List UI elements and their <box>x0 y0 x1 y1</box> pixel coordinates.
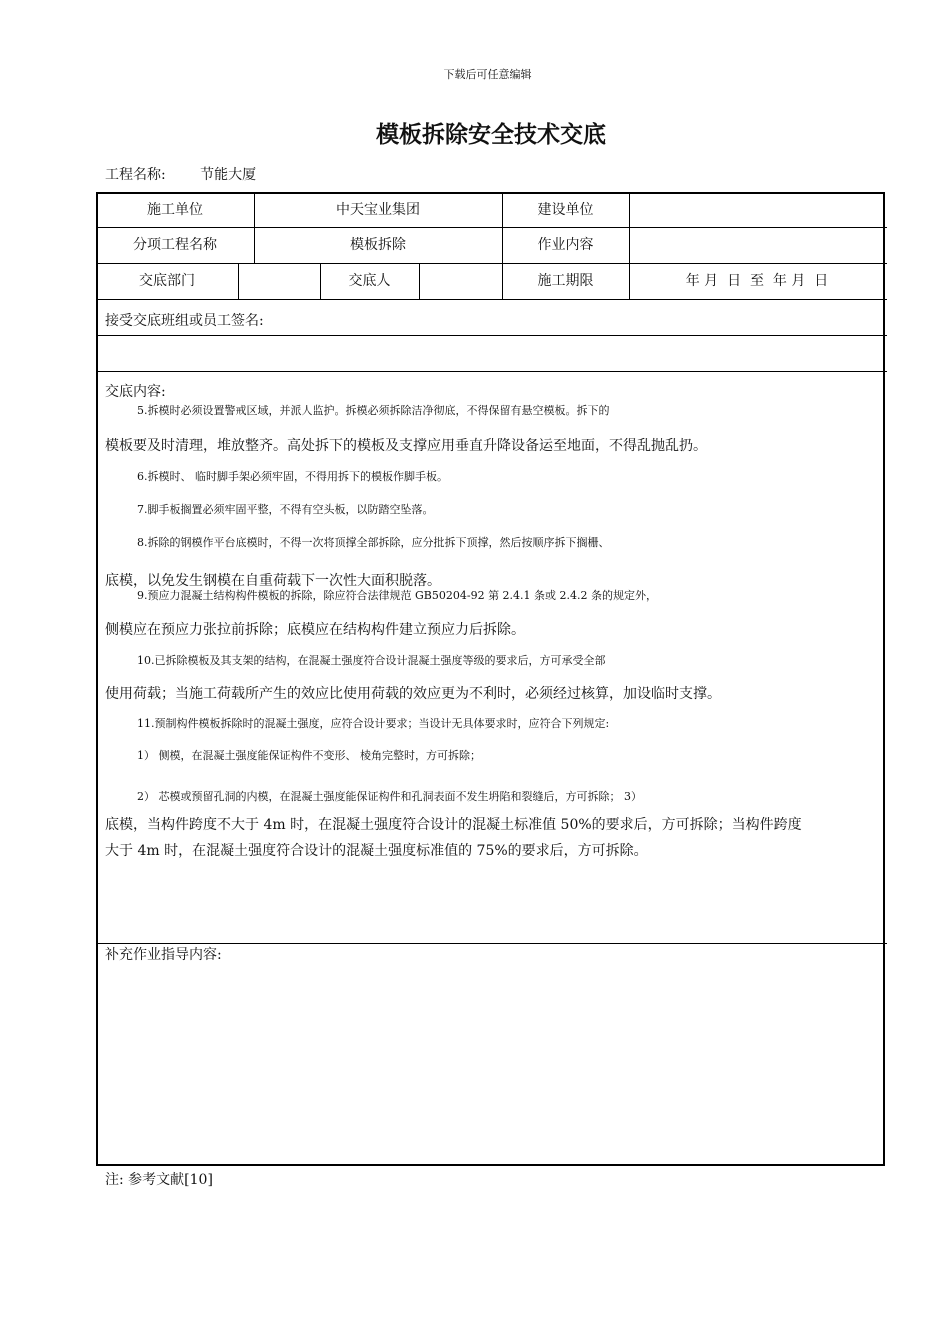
content-label: 交底内容: <box>105 384 166 400</box>
project-name-label: 工程名称: <box>105 167 166 183</box>
construction-unit-value: 中天宝业集团 <box>336 202 420 218</box>
project-name-line <box>105 164 256 184</box>
content-line: 10.已拆除模板及其支架的结构，在混凝土强度符合设计混凝土强度等级的要求后，方可承受全部 <box>137 654 606 667</box>
footnote: 注: 参考文献[10] <box>105 1172 213 1188</box>
row-divider <box>96 335 887 336</box>
content-line: 底模，以免发生钢模在自重荷载下一次性大面积脱落。 <box>105 573 441 589</box>
document-title: 模板拆除安全技术交底 <box>376 122 606 148</box>
handover-person-label: 交底人 <box>348 273 391 289</box>
col-divider <box>419 263 420 300</box>
content-line: 7.脚手板搁置必须牢固平整，不得有空头板，以防踏空坠落。 <box>137 503 434 516</box>
period-value: 年 月 日 至 年 月 日 <box>685 273 829 289</box>
content-line: 1） 侧模，在混凝土强度能保证构件不变形、 棱角完整时，方可拆除； <box>137 749 481 762</box>
content-line: 11.预制构件模板拆除时的混凝土强度，应符合设计要求；当设计无具体要求时，应符合下列规定: <box>137 717 610 730</box>
signature-label: 接受交底班组或员工签名: <box>105 313 264 329</box>
content-line: 9.预应力混凝土结构构件模板的拆除，除应符合法律规范 GB50204-92 第 2.4.1 条或 2.4.2 条的规定外， <box>137 589 658 602</box>
content-line: 2） 芯模或预留孔洞的内模，在混凝土强度能保证构件和孔洞表面不发生坍陷和裂缝后，方可拆除； 3） <box>137 790 642 803</box>
content-line: 5.拆模时必须设置警戒区域，并派人监护。拆模必须拆除洁净彻底，不得保留有悬空模板。拆下的 <box>137 404 610 417</box>
content-line: 8.拆除的钢模作平台底模时，不得一次将顶撑全部拆除，应分批拆下顶撑，然后按顺序拆下搁栅、 <box>137 536 610 549</box>
construction-unit-label: 施工单位 <box>147 202 203 218</box>
row-divider <box>96 371 887 372</box>
content-line: 侧模应在预应力张拉前拆除；底模应在结构构件建立预应力后拆除。 <box>105 622 525 638</box>
row-divider <box>96 299 887 300</box>
owner-unit-value <box>629 193 885 227</box>
content-line: 使用荷载；当施工荷载所产生的效应比使用荷载的效应更为不利时，必须经过核算，加设临时支撑。 <box>105 686 721 702</box>
content-line: 底模，当构件跨度不大于 4m 时，在混凝土强度符合设计的混凝土标准值 50%的要求后，方可拆除；当构件跨度 <box>105 817 802 833</box>
supplement-label: 补充作业指导内容: <box>105 947 222 963</box>
handover-table <box>96 192 885 1166</box>
col-divider <box>238 263 239 300</box>
subproject-value: 模板拆除 <box>350 237 406 253</box>
content-line: 大于 4m 时，在混凝土强度符合设计的混凝土强度标准值的 75%的要求后，方可拆除。 <box>105 843 648 859</box>
header-note: 下载后可任意编辑 <box>443 68 532 81</box>
work-content-label: 作业内容 <box>537 237 594 253</box>
owner-unit-label: 建设单位 <box>537 202 594 218</box>
project-name-value: 节能大厦 <box>200 167 257 183</box>
work-content-value <box>629 228 885 262</box>
content-line: 6.拆模时、 临时脚手架必须牢固，不得用拆下的模板作脚手板。 <box>137 470 448 483</box>
subproject-label: 分项工程名称 <box>133 237 217 253</box>
period-label: 施工期限 <box>537 273 594 289</box>
handover-dept-label: 交底部门 <box>139 273 195 289</box>
content-line: 模板要及时清理，堆放整齐。高处拆下的模板及支撑应用垂直升降设备运至地面，不得乱抛乱扔。 <box>105 438 707 454</box>
